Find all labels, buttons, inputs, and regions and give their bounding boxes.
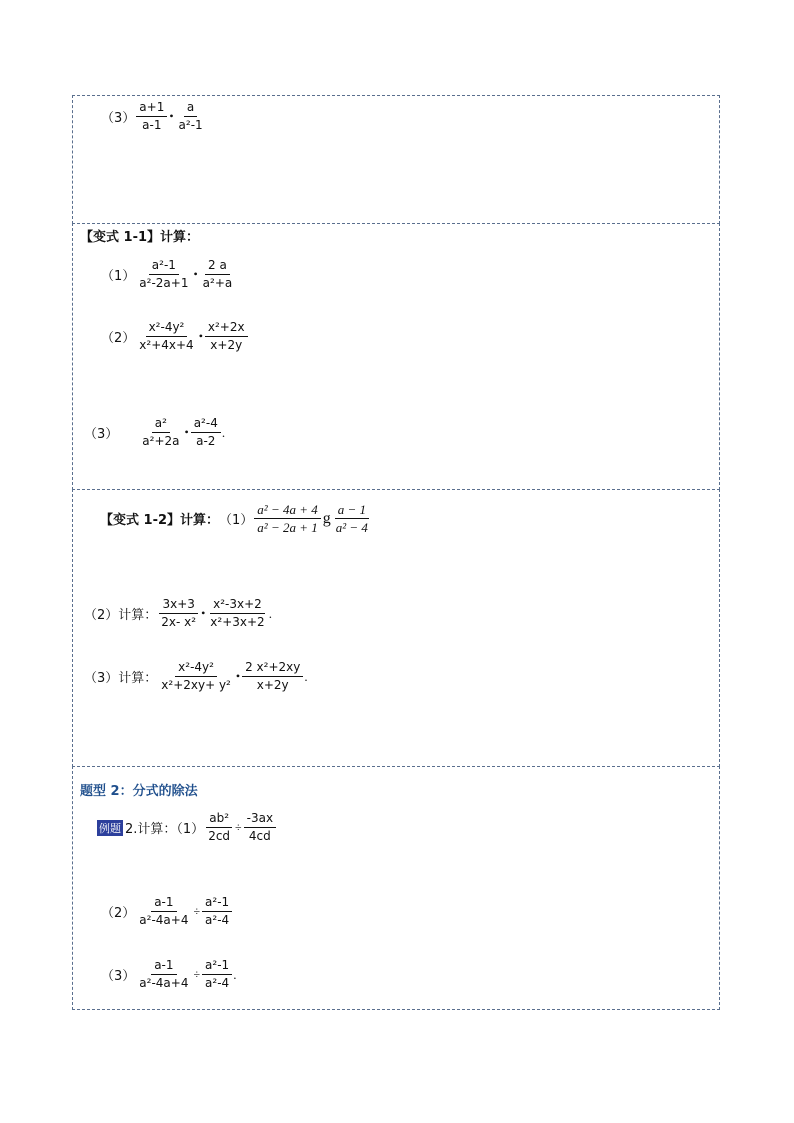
operator: • <box>235 669 241 683</box>
operator: • <box>198 329 203 343</box>
fraction: $\frac{a-1}{\text{a²-4a+4}}$ <box>139 958 189 990</box>
fraction: $\frac{-3ax}{4cd}$ <box>244 811 276 844</box>
operator: ÷ <box>235 820 242 834</box>
fraction: $\frac{2 a}{\text{a²+a}}$ <box>202 258 233 290</box>
problem-label: （3） <box>84 427 119 442</box>
problem-3-2 <box>84 597 272 630</box>
fraction: $\frac{a+1}{a-1}$ <box>136 100 167 133</box>
problem-label: （3） <box>101 111 136 126</box>
fraction: $\frac{a}{\text{a²-1}}$ <box>178 100 203 132</box>
fraction: $\frac{\text{x²-3x+2}}{\text{x²+3x+2}}$ <box>210 597 265 629</box>
fraction: $\frac{\text{2 x²+2xy}}{x+2y}$ <box>242 660 303 693</box>
problem-2-2 <box>101 320 249 353</box>
fraction: $\frac{\text{ab²}}{2cd}$ <box>208 811 231 843</box>
fraction: $\frac{\text{a² − 4a + 4}}{\text{a² − 2a + 1}}$ <box>254 502 320 535</box>
fraction: $\frac{\text{a²-1}}{\text{a²-4}}$ <box>202 958 232 991</box>
problem-4-3 <box>101 958 236 991</box>
fraction: $\frac{3x+3}{\text{2x- x²}}$ <box>161 597 197 629</box>
operator: g <box>322 509 331 527</box>
problem-4-2 <box>101 895 233 928</box>
period: . <box>304 668 308 684</box>
operator: • <box>201 606 206 620</box>
problem-label: （3）计算： <box>84 671 158 686</box>
problem-label: 2.计算：（1） <box>125 822 205 837</box>
example-tag: 例题 <box>99 821 121 835</box>
problem-label: （2）计算： <box>84 608 158 623</box>
problem-label: （2） <box>101 331 136 346</box>
fraction: $\frac{\text{x²+2x}}{x+2y}$ <box>205 320 248 353</box>
fraction: $\frac{\text{a²-1}}{\text{a²-4}}$ <box>202 895 232 928</box>
operator: • <box>184 425 189 439</box>
period: . <box>221 424 226 440</box>
problem-4-1 <box>97 811 277 844</box>
problem-label: （1） <box>101 269 136 284</box>
fraction: $\frac{a - 1}{\text{a² − 4}}$ <box>335 502 368 535</box>
fraction: $\frac{\text{a²-4}}{a-2}$ <box>191 416 221 449</box>
period: . <box>268 605 272 621</box>
section-heading: 【变式 1-2】计算： <box>100 513 220 528</box>
operator: ÷ <box>193 904 201 918</box>
problem-label: （1） <box>219 513 254 528</box>
problem-3-3 <box>84 660 308 693</box>
fraction: $\frac{a-1}{\text{a²-4a+4}}$ <box>139 895 189 927</box>
problem-1-3 <box>101 100 207 133</box>
operator: • <box>193 267 198 281</box>
section-heading: 【变式 1-1】计算： <box>80 230 200 245</box>
problem-2-3 <box>84 416 225 449</box>
section-heading: 题型 2：分式的除法 <box>80 784 198 799</box>
operator: • <box>169 109 174 123</box>
problem-3-1 <box>100 502 372 535</box>
fraction: $\frac{\text{a²}}{\text{a²+2a}}$ <box>142 416 180 448</box>
period: . <box>233 966 237 982</box>
problem-label: （3） <box>101 969 136 984</box>
fraction: $\frac{\text{x²-4y²}}{\text{x²+2xy+ y²}}$ <box>161 660 231 692</box>
operator: ÷ <box>193 967 201 981</box>
problem-label: （2） <box>101 906 136 921</box>
fraction: $\frac{\text{a²-1}}{\text{a²-2a+1}}$ <box>139 258 189 290</box>
problem-2-1 <box>101 258 236 291</box>
fraction: $\frac{\text{x²-4y²}}{\text{x²+4x+4}}$ <box>139 320 194 352</box>
